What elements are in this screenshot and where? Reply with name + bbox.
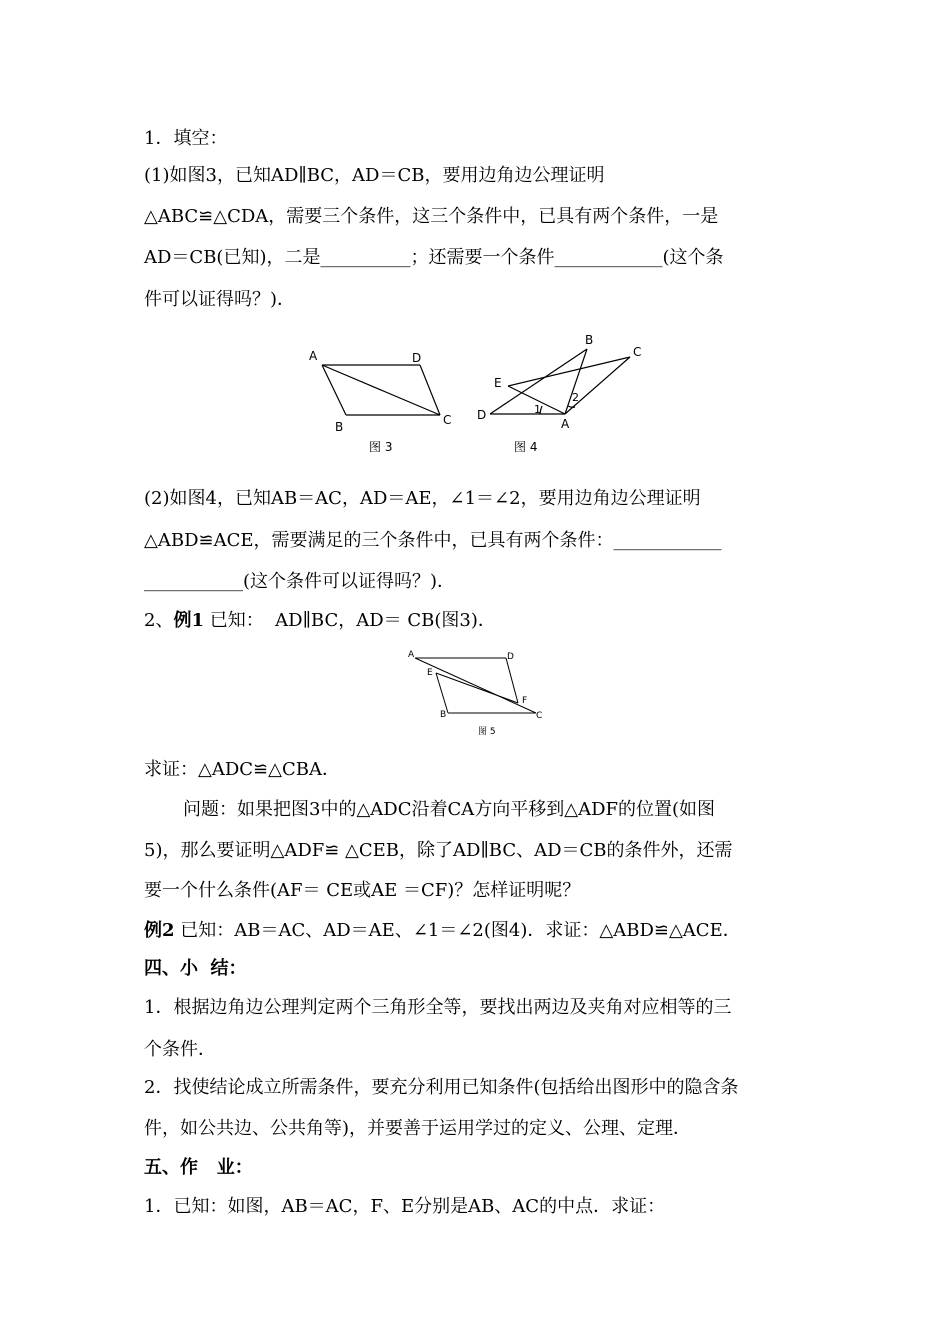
fig4-label-d: D — [477, 408, 487, 422]
fig3-label-c: C — [443, 413, 452, 427]
line-summary-2a: 2．找使结论成立所需条件，要充分利用已知条件(包括给出图形中的隐含条 — [144, 1077, 739, 1098]
fig3-label-d: D — [412, 351, 422, 365]
figure-3 — [300, 340, 470, 460]
fig4-angle-2: 2 — [572, 391, 579, 404]
fig5-label-b: B — [440, 710, 447, 720]
example-1-label: 例1 — [173, 610, 204, 631]
fig5-label-a: A — [408, 650, 415, 660]
line-summary-1a: 1．根据边角边公理判定两个三角形全等，要找出两边及夹角对应相等的三 — [144, 997, 732, 1018]
fig5-label-e: E — [427, 668, 433, 678]
line-question-3: 要一个什么条件(AF＝ CE或AE ＝CF)？怎样证明呢？ — [144, 880, 581, 901]
line-q2-part1: (2)如图4，已知AB＝AC，AD＝AE，∠1＝∠2，要用边角边公理证明 — [144, 488, 701, 509]
example-2-text: 已知：AB＝AC、AD＝AE、∠1＝∠2(图4)．求证：△ABD≌△ACE． — [174, 920, 741, 941]
fig4-label-b: B — [585, 333, 594, 347]
fig3-label-b: B — [335, 420, 344, 434]
line-fill-blank-title: 1．填空： — [144, 128, 228, 149]
line-question-2: 5)，那么要证明△ADF≌ △CEB，除了AD∥BC、AD＝CB的条件外，还需 — [144, 840, 733, 861]
fig5-caption: 图 5 — [478, 727, 496, 737]
line-homework-1: 1．已知：如图，AB＝AC，F、E分别是AB、AC的中点．求证： — [144, 1196, 666, 1217]
fig4-label-a: A — [561, 417, 570, 431]
line-summary-1b: 个条件． — [144, 1039, 216, 1060]
example-2-label: 例2 — [144, 920, 175, 941]
figure-5 — [400, 645, 560, 740]
heading-homework: 五、作 业： — [144, 1157, 253, 1178]
line-q1-part3: AD＝CB(已知)，二是__________；还需要一个条件____________(这个条 — [144, 247, 724, 268]
fig4-label-c: C — [633, 345, 642, 359]
fig3-caption: 图 3 — [369, 440, 393, 454]
line-summary-2b: 件，如公共边、公共角等)，并要善于运用学过的定义、公理、定理． — [144, 1118, 692, 1139]
fig4-label-e: E — [494, 376, 502, 390]
heading-summary: 四、小 结： — [144, 958, 247, 979]
line-q2-part2: △ABD≌ACE，需要满足的三个条件中，已具有两个条件：____________ — [144, 530, 722, 551]
example-1-given: 已知： AD∥BC，AD＝ CB(图3)． — [203, 610, 496, 631]
line-example-1 — [144, 609, 496, 633]
fig3-label-a: A — [309, 349, 318, 363]
line-q1-part4: 件可以证得吗？)． — [144, 289, 296, 310]
fig4-caption: 图 4 — [514, 440, 538, 454]
fig4-angle-1: 1 — [534, 403, 541, 416]
line-q2-part3: ___________(这个条件可以证得吗？)． — [144, 571, 456, 592]
line-q1-part1: (1)如图3，已知AD∥BC，AD＝CB，要用边角边公理证明 — [144, 165, 605, 186]
fig5-label-c: C — [536, 711, 543, 721]
fig5-label-f: F — [522, 696, 528, 706]
line-q1-part2: △ABC≌△CDA，需要三个条件，这三个条件中，已具有两个条件，一是 — [144, 206, 719, 227]
example-number: 2、 — [144, 610, 174, 631]
line-example-2 — [144, 919, 741, 943]
line-question-1: 问题：如果把图3中的△ADC沿着CA方向平移到△ADF的位置(如图 — [183, 799, 716, 820]
fig5-label-d: D — [507, 652, 514, 662]
line-prove-1: 求证：△ADC≌△CBA． — [144, 759, 340, 780]
figure-4 — [470, 330, 650, 460]
